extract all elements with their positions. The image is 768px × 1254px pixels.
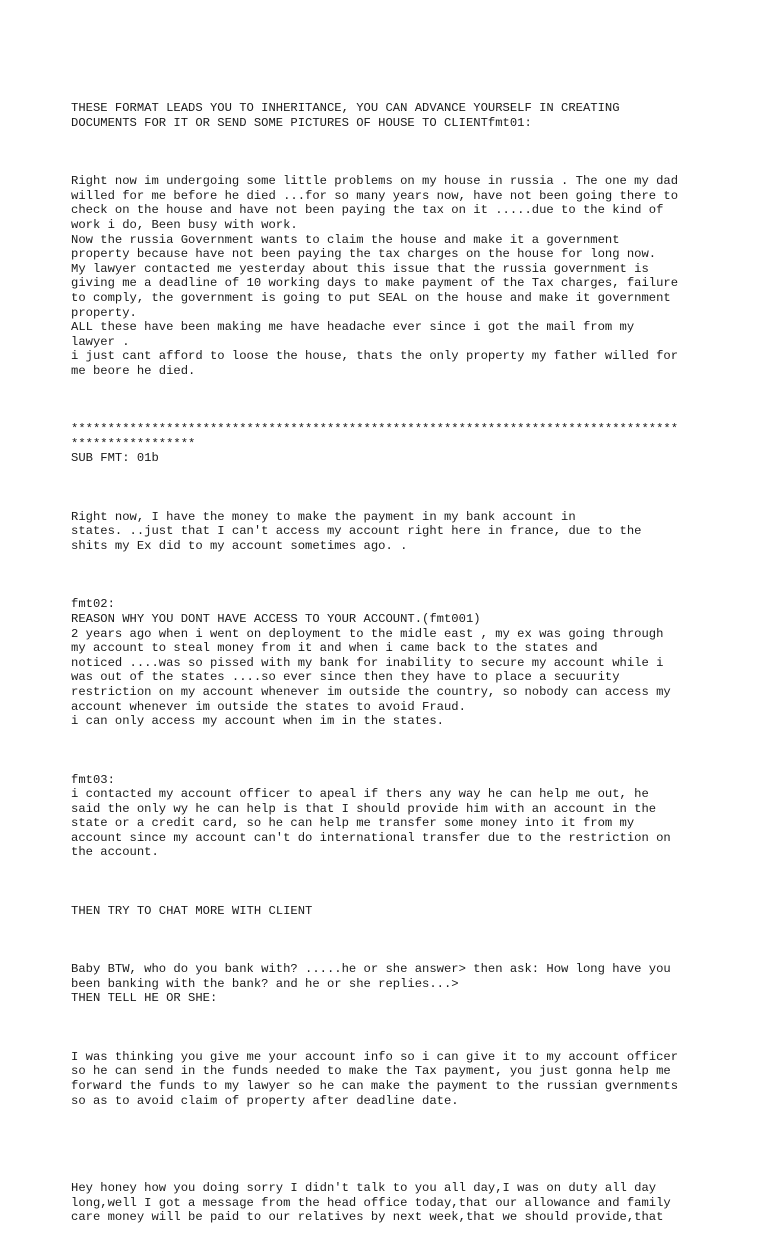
document-body <box>71 72 711 1254</box>
paragraph-account-request: I was thinking you give me your account info so i can give it to my account officer so he can send in the funds needed to make the Tax payment, you just gonna help me forward the funds to my lawyer so he can make the payment to the russian gvernments so as to avoid claim of property after deadline date. <box>71 1049 679 1108</box>
paragraph-separator-subfmt: *********************************************************************************** ***************** SUB FMT: 01b <box>71 422 679 466</box>
paragraph-intro: THESE FORMAT LEADS YOU TO INHERITANCE, YOU CAN ADVANCE YOURSELF IN CREATING DOCUMENTS FOR IT OR SEND SOME PICTURES OF HOUSE TO CLIENTfmt01: <box>71 101 620 130</box>
paragraph-chat-instruction: THEN TRY TO CHAT MORE WITH CLIENT <box>71 903 313 918</box>
paragraph-fmt02: fmt02: REASON WHY YOU DONT HAVE ACCESS TO YOUR ACCOUNT.(fmt001) 2 years ago when i went on deployment to the midle east , my ex was going through my account to steal money from it and when i came back to the states and noticed ....was so pissed with my bank for inability to secure my account while i was out of the states ....so ever since then they have to place a secuurity restriction on my account whenever im outside the country, so nobody can access my account whenever im outside the states to avoid Fraud. i can only access my account when im in the states. <box>71 597 671 729</box>
paragraph-honey-message: Hey honey how you doing sorry I didn't talk to you all day,I was on duty all day long,well I got a message from the head office today,that our allowance and family care money will be paid to our relatives by next week,that we should provide,that <box>71 1181 671 1225</box>
paragraph-fmt03: fmt03: i contacted my account officer to apeal if thers any way he can help me out, he said the only wy he can help is that I should provide him with an account in the state or a credit card, so he can help me transfer some money into it from my account since my account can't do international transfer due to the restriction on the account. <box>71 772 671 860</box>
paragraph-subfmt-01b: Right now, I have the money to make the payment in my bank account in states. ..just that I can't access my account right here in france, due to the shits my Ex did to my account sometimes ago. . <box>71 509 642 553</box>
paragraph-fmt01: Right now im undergoing some little problems on my house in russia . The one my dad willed for me before he died ...for so many years now, have not been going there to check on the house and have not been paying the tax on it .....due to the kind of work i do, Been busy with work. Now the russia Government wants to claim the house and make it a government property because have not been paying the tax charges on the house for long now. My lawyer contacted me yesterday about this issue that the russia government is giving me a deadline of 10 working days to make payment of the Tax charges, failure to comply, the government is going to put SEAL on the house and make it government property. ALL these have been making me have headache ever since i got the mail from my lawyer . i just cant afford to loose the house, thats the only property my father willed for me beore he died. <box>71 174 679 378</box>
paragraph-bank-question: Baby BTW, who do you bank with? .....he or she answer> then ask: How long have you been banking with the bank? and he or she replies...> THEN TELL HE OR SHE: <box>71 962 671 1006</box>
